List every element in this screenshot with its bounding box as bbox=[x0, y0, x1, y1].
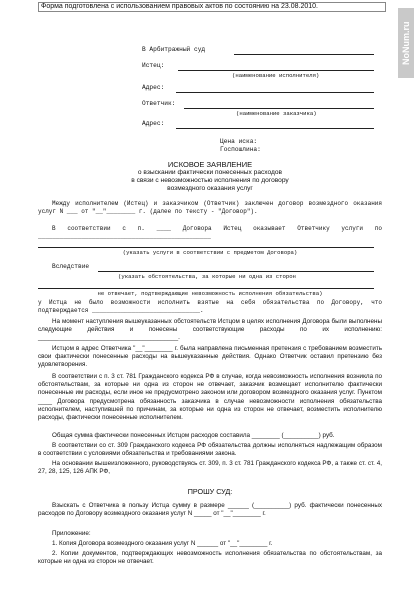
address-line-1[interactable] bbox=[176, 92, 374, 93]
plaintiff-hint: (наименование исполнителя) bbox=[232, 72, 320, 79]
attachment-2: 2. Копии документов, подтверждающих невозможность исполнения обязательства по обстоятельствам, за которые ни одна из сторон не отвечает. bbox=[38, 550, 382, 566]
paragraph-services: В соответствии с п. ____ Договора Истец оказывает Ответчику услуги по ________________________________________________ bbox=[38, 225, 382, 241]
circumstances-hint-2: не отвечает, подтверждающие невозможность исполнения обязательства) bbox=[97, 290, 323, 297]
header-note: Форма подготовлена с использованием правовых актов по состоянию на 23.08.2010. bbox=[38, 2, 386, 12]
title-line-3: в связи с невозможностью исполнения по договору bbox=[131, 177, 289, 184]
defendant-line[interactable] bbox=[184, 108, 374, 109]
title-main: ИСКОВОЕ ЗАЯВЛЕНИЕ bbox=[167, 160, 253, 169]
paragraph-due-to: Вследствие bbox=[52, 263, 90, 270]
paragraph-contract: Между исполнителем (Истец) и заказчиком (Ответчик) заключен договор возмездного оказания услуг N ___ от "__"________ г. (далее по тексту - "Договор"). bbox=[38, 200, 382, 216]
attachment-1: 1. Копия Договора возмездного оказания услуг N ______ от "__"________ г. bbox=[52, 540, 273, 547]
watermark-logo: NoNum.ru bbox=[398, 8, 414, 78]
court-label: В Арбитражный суд bbox=[142, 46, 206, 53]
services-line[interactable] bbox=[38, 247, 374, 248]
title-line-2: о взыскании фактически понесенных расходов bbox=[137, 169, 283, 176]
paragraph-actions: На момент наступления вышеуказанных обстоятельств Истцом в целях исполнения Договора были выполнены следующие действия и понесены соответствующие расходы по их исполнению: ________________________________________. bbox=[38, 318, 382, 342]
circumstances-line-2[interactable] bbox=[38, 288, 374, 289]
paragraph-total-sum: Общая сумма фактически понесенных Истцом расходов составила ________ (__________) руб. bbox=[52, 432, 335, 439]
paragraph-impossibility: у Истца не было возможности исполнить взятые на себя обязательства по Договору, что подтверждается ______________________________. bbox=[38, 299, 382, 315]
address-line-2[interactable] bbox=[176, 128, 374, 129]
claim-price-label: Цена иска: bbox=[220, 138, 258, 145]
state-fee-label: Госпошлина: bbox=[220, 146, 261, 153]
court-line[interactable] bbox=[234, 54, 374, 55]
paragraph-article-309: В соответствии со ст. 309 Гражданского кодекса РФ обязательства должны исполняться надлежащим образом в соответствии с условиями обязательства и требованиями закона. bbox=[38, 442, 382, 458]
services-hint: (указать услуги в соответствии с предметом Договора) bbox=[122, 249, 298, 256]
paragraph-request: Взыскать с Ответчика в пользу Истца сумму в размере ______ (__________) руб. фактически понесенных расходов по Договору возмездного оказания услуг N _____ от "__"________ г. bbox=[38, 502, 382, 518]
attachments-label: Приложение: bbox=[52, 530, 91, 537]
defendant-hint: (наименование заказчика) bbox=[236, 110, 317, 117]
address-label-1: Адрес: bbox=[142, 84, 165, 91]
paragraph-article-781: В соответствии с п. 3 ст. 781 Гражданского кодекса РФ в случае, когда невозможность исполнения возникла по обстоятельствам, за которые ни одна из сторон не отвечает, заказчик возмещает исполнителю фактически понесенные им расходы, если иное не предусмотрено законом или договором возмездного оказания услуг. Пунктом ____ Договора предусмотрена обязанность заказчика в случае невозможности исполнения обязательства исполнителем, наступившей по причинам, за которые ни одна из сторон не отвечает, возместить исполнителю расходы, фактически понесенные исполнителем. bbox=[38, 373, 382, 422]
plaintiff-label: Истец: bbox=[142, 62, 165, 69]
plaintiff-line[interactable] bbox=[178, 70, 374, 71]
defendant-label: Ответчик: bbox=[142, 100, 176, 107]
circumstances-hint: (указать обстоятельства, за которые ни одна из сторон bbox=[118, 273, 296, 280]
paragraph-claim-sent: Истцом в адрес Ответчика "__"________ г. была направлена письменная претензия с требованием возместить свои фактически понесенные расходы на вышеуказанные действия. Однако Ответчик оставил претензию без удовлетворения. bbox=[38, 345, 382, 369]
request-heading: ПРОШУ СУД: bbox=[187, 487, 233, 496]
circumstances-line[interactable] bbox=[98, 271, 374, 272]
paragraph-basis: На основании вышеизложенного, руководствуясь ст. 309, п. 3 ст. 781 Гражданского кодекса РФ, а также ст. ст. 4, 27, 28, 125, 126 АПК РФ, bbox=[38, 460, 382, 476]
title-line-4: возмездного оказания услуг bbox=[167, 185, 253, 192]
address-label-2: Адрес: bbox=[142, 120, 165, 127]
